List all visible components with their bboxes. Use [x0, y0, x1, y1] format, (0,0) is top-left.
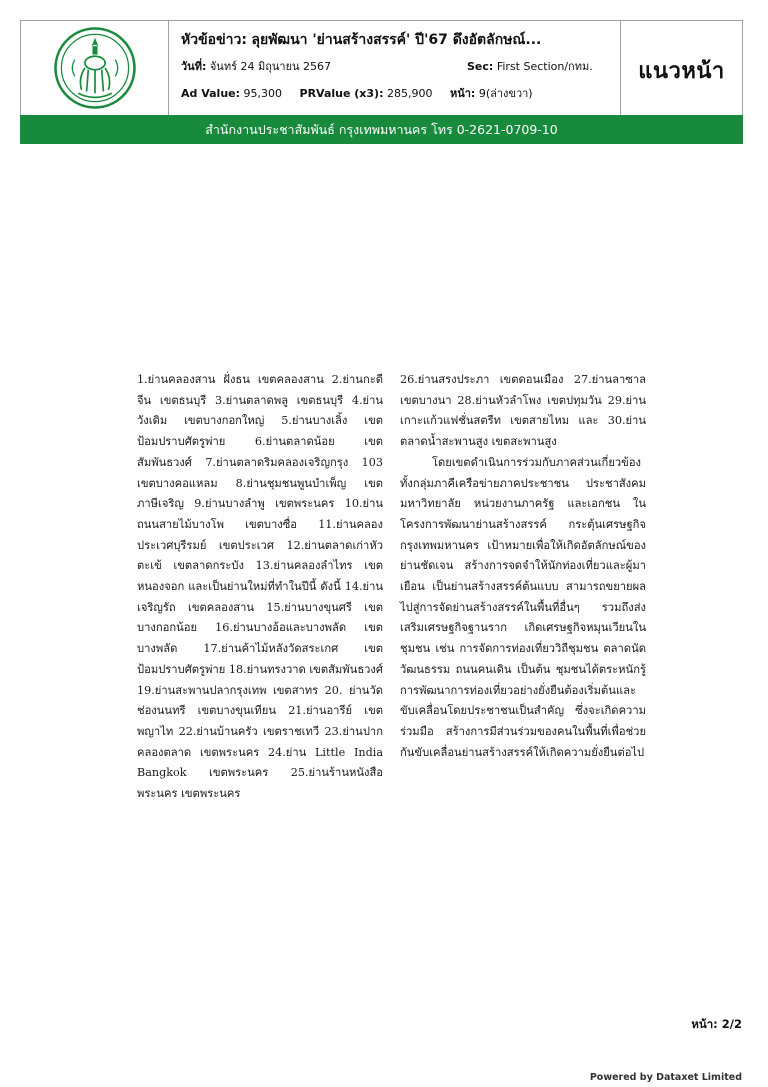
headline: ลุยพัฒนา 'ย่านสร้างสรรค์' ปี'67 ดึงอัตลักษณ์...: [251, 32, 542, 48]
headline-row: [181, 29, 541, 51]
page-value: 9(ล่างขวา): [478, 87, 533, 100]
pr-value-label: PRValue (x3):: [299, 87, 384, 100]
date-value: จันทร์ 24 มิถุนายน 2567: [209, 60, 332, 73]
article-column-left: [137, 370, 383, 805]
ad-value-label: Ad Value:: [181, 87, 241, 100]
bangkok-seal-icon: [53, 26, 137, 110]
article-left-text: 1.ย่านคลองสาน ฝั่งธน เขตคลองสาน 2.ย่านกะดีจีน เขตธนบุรี 3.ย่านตลาดพลู เขตธนบุรี 4.ย่านวังเดิม เขตบางกอกใหญ่ 5.ย่านบางเลิ้ง เขตป้อมปราบศัตรูพ่าย 6.ย่านตลาดน้อย เขตสัมพันธวงศ์ 7.ย่านตลาดริมคลองเจริญกรุง 103 เขตบางคอแหลม 8.ย่านชุมชนพูนบำเพ็ญ เขตภาษีเจริญ 9.ย่านบางลำพู เขตพระนคร 10.ย่านถนนสายไม้บางโพ เขตบางซื่อ 11.ย่านคลองประเวศบุรีรมย์ เขตประเวศ 12.ย่านตลาดเก่าหัวตะเข้ เขตลาดกระบัง 13.ย่านคลองลำไทร เขตหนองจอก และเป็นย่านใหม่ที่ทำในปีนี้ ดังนี้ 14.ย่านเจริญรัถ เขตคลองสาน 15.ย่านบางขุนศรี เขตบางกอกน้อย 16.ย่านบางอ้อและบางพลัด เขตบางพลัด 17.ย่านค้าไม้หลังวัดสระเกศ เขตป้อมปราบศัตรูพ่าย 18.ย่านทรงวาด เขตสัมพันธวงศ์ 19.ย่านสะพานปลากรุงเทพ เขตสาทร 20. ย่านวัดช่องนนทรี เขตบางขุนเทียน 21.ย่านอารีย์ เขตพญาไท 22.ย่านบ้านครัว เขตราชเทวี 23.ย่านปากคลองตลาด เขตพระนคร 24.ย่าน Little India Bangkok เขตพระนคร 25.ย่านร้านหนังสือพระนคร เขตพระนคร: [137, 373, 383, 801]
headline-label: หัวข้อข่าว:: [181, 32, 247, 48]
office-bar: สำนักงานประชาสัมพันธ์ กรุงเทพมหานคร โทร 0-2621-0709-10: [20, 115, 743, 144]
page-indicator: หน้า: 2/2: [691, 1017, 742, 1031]
header-box: [20, 20, 743, 116]
section-cell: [621, 21, 742, 115]
ad-value: 95,300: [243, 87, 283, 100]
logo-cell: [21, 21, 169, 115]
section-label: Sec:: [467, 60, 494, 73]
newspaper-name: แนวหน้า: [638, 59, 725, 84]
value-row: [181, 84, 547, 102]
date-label: วันที่:: [181, 60, 207, 73]
powered-by: Powered by Dataxet Limited: [589, 1072, 742, 1083]
pr-value: 285,900: [386, 87, 433, 100]
clipping-header: [20, 20, 743, 145]
article-column-right: [400, 370, 646, 763]
page-label: หน้า:: [449, 87, 476, 100]
date-row: [181, 57, 331, 75]
section-value: First Section/กทม.: [496, 60, 593, 73]
article-right-intro: 26.ย่านสรงประภา เขตดอนเมือง 27.ย่านลาซาล เขตบางนา 28.ย่านหัวลำโพง เขตปทุมวัน 29.ย่านเกาะแก้วแฟชั่นสตรีท เขตสายไหม และ 30.ย่านตลาดน้ำสะพานสูง เขตสะพานสูง: [400, 373, 646, 449]
info-cell: [169, 21, 621, 115]
article-right-paragraph: โดยเขตดำเนินการร่วมกับภาคส่วนเกี่ยวข้อง ทั้งกลุ่มภาคีเครือข่ายภาคประชาชน ประชาสังคม มหาวิทยาลัย หน่วยงานภาครัฐ และเอกชน ในโครงการพัฒนาย่านสร้างสรรค์ กระตุ้นเศรษฐกิจกรุงเทพมหานคร เป้าหมายเพื่อให้เกิดอัตลักษณ์ของย่านชัดเจน สร้างการจดจำให้นักท่องเที่ยวและผู้มาเยือน เป็นย่านสร้างสรรค์ต้นแบบ สามารถขยายผลไปสู่การจัดย่านสร้างสรรค์ในพื้นที่อื่นๆ รวมถึงส่งเสริมเศรษฐกิจฐานราก เกิดเศรษฐกิจหมุนเวียนในชุมชน เช่น การจัดการท่องเที่ยววิถีชุมชน ตลาดนัดวัฒนธรรม ถนนคนเดิน เป็นต้น ชุมชนได้ตระหนักรู้การพัฒนาการท่องเที่ยวอย่างยั่งยืนต้องเริ่มต้นและขับเคลื่อนโดยประชาชนเป็นสำคัญ ซึ่งจะเกิดความร่วมมือ สร้างการมีส่วนร่วมของคนในพื้นที่เพื่อช่วยกันขับเคลื่อนย่านสร้างสรรค์ให้เกิดความยั่งยืนต่อไป: [400, 455, 646, 759]
section-row: [467, 57, 593, 75]
